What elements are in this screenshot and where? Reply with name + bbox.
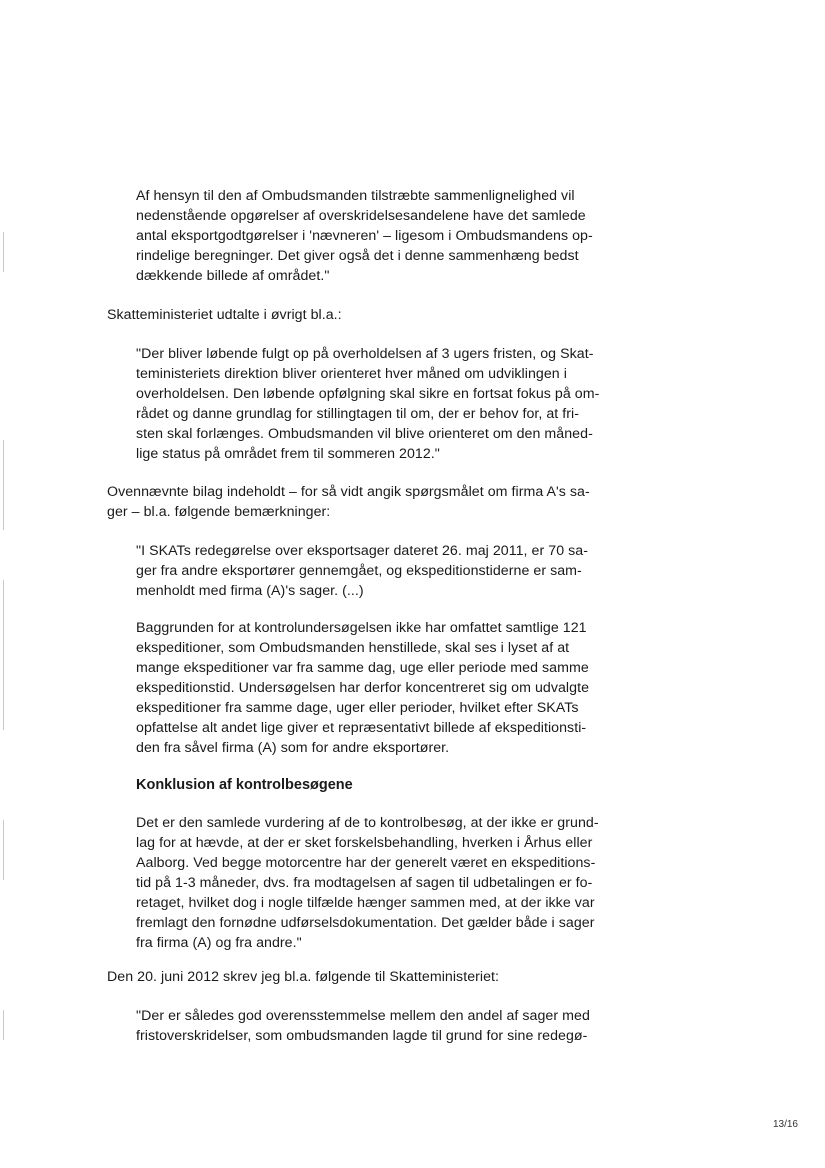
quote-line: retaget, hvilket dog i nogle tilfælde hænger sammen med, at der ikke var xyxy=(136,895,595,911)
quote-line: den fra såvel firma (A) som for andre eksportører. xyxy=(136,740,450,756)
quote-line: nedenstående opgørelser af overskridelsesandelene have det samlede xyxy=(136,208,586,224)
quote-line: lag for at hævde, at der er sket forskelsbehandling, hverken i Århus eller xyxy=(136,835,593,851)
page-number: 13/16 xyxy=(772,1119,798,1130)
quote-line: Af hensyn til den af Ombudsmanden tilstræbte sammenlignelighed vil xyxy=(136,188,575,204)
scan-artifact xyxy=(3,820,4,880)
quote-line: dækkende billede af området." xyxy=(136,268,330,284)
quote-line: ekspeditioner, som Ombudsmanden henstillede, skal ses i lyset af at xyxy=(136,640,570,656)
quote-line: Baggrunden for at kontrolundersøgelsen ikke har omfattet samtlige 121 xyxy=(136,620,587,636)
quote-line: ger fra andre eksportører gennemgået, og ekspeditionstiderne er sam- xyxy=(136,563,582,579)
quote-line: sten skal forlænges. Ombudsmanden vil blive orienteret om den måned- xyxy=(136,426,593,442)
quote-line: mange ekspeditioner var fra samme dag, uge eller periode med samme xyxy=(136,660,589,676)
quote-line: overholdelsen. Den løbende opfølgning skal sikre en fortsat fokus på om- xyxy=(136,386,600,402)
quote-line: lige status på området frem til sommeren 2012." xyxy=(136,446,440,462)
quote-line: menholdt med firma (A)'s sager. (...) xyxy=(136,583,364,599)
quote-line: "Der er således god overensstemmelse mellem den andel af sager med xyxy=(136,1008,590,1024)
quote-line: rindelige beregninger. Det giver også det i denne sammenhæng bedst xyxy=(136,248,579,264)
quote-line: fristoverskridelser, som ombudsmanden lagde til grund for sine redegø- xyxy=(136,1028,588,1044)
quote-line: Det er den samlede vurdering af de to kontrolbesøg, at der ikke er grund- xyxy=(136,815,599,831)
scan-artifact xyxy=(3,440,4,530)
body-paragraph-line: ger – bl.a. følgende bemærkninger: xyxy=(107,504,331,520)
quote-line: rådet og danne grundlag for stillingtagen til om, der er behov for, at fri- xyxy=(136,406,580,422)
quote-line: "I SKATs redegørelse over eksportsager dateret 26. maj 2011, er 70 sa- xyxy=(136,543,588,559)
scan-artifact xyxy=(3,580,4,730)
quote-line: ekspeditionstid. Undersøgelsen har derfor koncentreret sig om udvalgte xyxy=(136,680,590,696)
quote-line: fra firma (A) og fra andre." xyxy=(136,935,302,951)
body-paragraph-line: Ovennævnte bilag indeholdt – for så vidt angik spørgsmålet om firma A's sa- xyxy=(107,484,590,500)
quote-line: Aalborg. Ved begge motorcentre har der generelt været en ekspeditions- xyxy=(136,855,596,871)
section-heading: Konklusion af kontrolbesøgene xyxy=(136,777,353,793)
body-paragraph: Den 20. juni 2012 skrev jeg bl.a. følgende til Skatteministeriet: xyxy=(107,969,500,985)
quote-line: ekspeditioner fra samme dage, uger eller perioder, hvilket efter SKATs xyxy=(136,700,579,716)
quote-line: tid på 1-3 måneder, dvs. fra modtagelsen af sagen til udbetalingen er fo- xyxy=(136,875,593,891)
quote-line: teministeriets direktion bliver orienteret hver måned om udviklingen i xyxy=(136,366,567,382)
quote-line: antal eksportgodtgørelser i 'nævneren' – ligesom i Ombudsmandens op- xyxy=(136,228,593,244)
scan-artifact xyxy=(3,1010,4,1040)
body-paragraph: Skatteministeriet udtalte i øvrigt bl.a.: xyxy=(107,307,342,323)
scan-artifact xyxy=(3,232,4,272)
quote-line: "Der bliver løbende fulgt op på overholdelsen af 3 ugers fristen, og Skat- xyxy=(136,346,594,362)
quote-line: opfattelse alt andet lige giver et repræsentativt billede af ekspeditionsti- xyxy=(136,720,587,736)
quote-line: fremlagt den fornødne udførselsdokumentation. Det gælder både i sager xyxy=(136,915,595,931)
